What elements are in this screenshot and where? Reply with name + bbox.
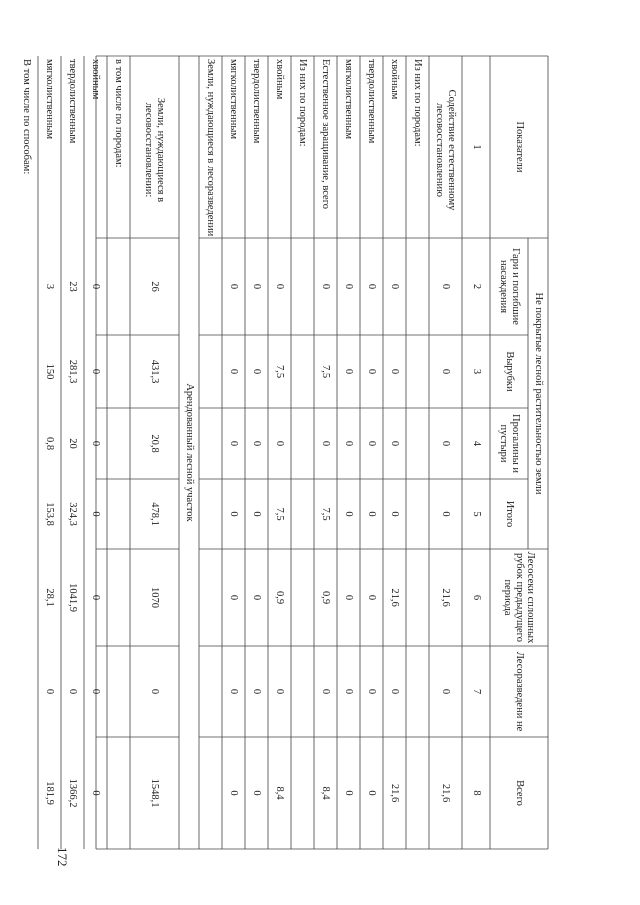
row-value: 0 — [44, 688, 56, 695]
row-value: 0 — [274, 440, 286, 447]
row-value: 21,6 — [389, 588, 401, 607]
row-value: 0 — [440, 368, 452, 375]
row-value — [107, 549, 130, 646]
row-value: 0 — [343, 283, 355, 290]
row-value: 20 — [67, 438, 79, 449]
row-value — [406, 646, 429, 737]
row-value: 1366,2 — [67, 778, 79, 808]
row-value — [291, 238, 314, 335]
row-value: 0 — [251, 688, 263, 695]
row-value — [199, 335, 222, 408]
row-label: Из них по породам: — [412, 59, 424, 147]
row-value: 0 — [366, 594, 378, 601]
row-value: 0 — [90, 688, 102, 695]
row-value: 0 — [90, 594, 102, 601]
row-label: хвойным — [389, 59, 401, 100]
row-value: 8,4 — [274, 786, 286, 800]
row-value: 20,8 — [149, 434, 161, 453]
row-value: 21,6 — [389, 783, 401, 803]
row-value: 0 — [320, 283, 332, 290]
row-value: 0 — [274, 688, 286, 695]
header-col-2: Вырубки — [503, 351, 515, 392]
row-value: 0 — [251, 368, 263, 375]
row-value: 0 — [228, 368, 240, 375]
section-title: Арендованный лесной участок — [183, 383, 195, 522]
row-label: Содействие естественному лесовосстановлению — [434, 89, 458, 211]
row-value: 7,5 — [274, 507, 286, 521]
row-label: Из них по породам: — [297, 59, 309, 147]
row-value: 0,9 — [320, 590, 332, 605]
row-value: 0 — [440, 688, 452, 695]
row-label: хвойным — [274, 59, 286, 100]
row-label: мягколиственным — [228, 59, 240, 140]
header-col-5: Лесосеки сплошных рубок предыдущего периода — [502, 551, 537, 644]
row-value: 0 — [251, 283, 263, 290]
row-value: 0 — [320, 688, 332, 695]
row-value: 0 — [90, 368, 102, 375]
row-value: 0 — [389, 688, 401, 695]
row-value — [291, 335, 314, 408]
row-value — [406, 408, 429, 479]
header-number-3: 3 — [470, 368, 482, 375]
row-value: 0 — [90, 790, 102, 796]
header-number-1: 1 — [470, 144, 482, 150]
row-value — [291, 408, 314, 479]
header-col-4: Итого — [503, 500, 515, 528]
row-value — [406, 238, 429, 335]
row-value: 21,6 — [440, 588, 452, 607]
row-value: 0 — [366, 511, 378, 517]
header-col-1: Гари и погибшие насаждения — [498, 248, 521, 325]
row-value — [107, 737, 130, 849]
row-value: 0 — [440, 511, 452, 517]
row-value — [291, 549, 314, 646]
row-value — [199, 646, 222, 737]
row-value: 150 — [44, 363, 56, 380]
row-value — [107, 408, 130, 479]
row-value — [15, 408, 38, 479]
row-label: твердолиственным — [67, 59, 79, 144]
page-number: 172 — [55, 847, 70, 867]
row-value: 0 — [228, 283, 240, 290]
row-value: 26 — [149, 281, 161, 292]
row-value: 0 — [366, 440, 378, 447]
row-value — [291, 737, 314, 849]
row-value: 0 — [251, 440, 263, 447]
row-value: 0 — [343, 790, 355, 796]
row-value: 0 — [440, 283, 452, 290]
header-col-6: Лесоразведени не — [513, 651, 525, 732]
header-group: Не покрытые лесной растительностью земли — [532, 292, 544, 495]
row-value: 1070 — [149, 587, 161, 608]
row-value: 21,6 — [440, 783, 452, 803]
row-value — [15, 479, 38, 549]
row-value — [15, 335, 38, 408]
row-value — [406, 549, 429, 646]
row-value — [107, 238, 130, 335]
row-value — [199, 408, 222, 479]
header-number-5: 5 — [470, 511, 482, 517]
row-value — [15, 549, 38, 646]
header-number-6: 6 — [470, 594, 482, 601]
header-number-8: 8 — [470, 790, 482, 796]
row-value: 0 — [90, 511, 102, 517]
row-value — [291, 646, 314, 737]
row-value: 0 — [389, 440, 401, 447]
row-value: 0 — [90, 283, 102, 290]
row-value: 431,3 — [149, 359, 161, 384]
header-indicators: Показатели — [513, 121, 525, 173]
row-value: 0 — [67, 688, 79, 695]
row-label: твердолиственным — [251, 59, 263, 144]
row-label: Естественное заращивание, всего — [320, 59, 332, 209]
row-value: 0 — [228, 688, 240, 695]
row-value — [406, 479, 429, 549]
row-value: 0 — [274, 283, 286, 290]
row-value: 153,8 — [44, 502, 56, 526]
row-value: 7,5 — [320, 364, 332, 379]
row-value: 0,9 — [274, 590, 286, 605]
row-value: 0 — [366, 688, 378, 695]
row-label: хвойным — [90, 59, 102, 100]
row-value: 7,5 — [274, 364, 286, 379]
row-value: 0 — [389, 283, 401, 290]
row-value: 0 — [366, 790, 378, 796]
header-number-2: 2 — [470, 283, 482, 290]
row-value: 23 — [67, 281, 79, 292]
row-value — [15, 737, 38, 849]
row-value: 0 — [228, 790, 240, 796]
row-value: 478,1 — [149, 502, 161, 526]
row-value — [406, 737, 429, 849]
row-value — [199, 549, 222, 646]
row-value: 0 — [440, 440, 452, 447]
row-value: 181,9 — [44, 781, 56, 805]
row-label: мягколиственным — [343, 59, 355, 140]
header-number-7: 7 — [470, 688, 482, 695]
row-value — [199, 737, 222, 849]
row-value: 0 — [251, 594, 263, 601]
header-col-7: Всего — [513, 780, 525, 806]
row-value: 1548,1 — [149, 778, 161, 808]
row-value: 0 — [320, 440, 332, 447]
row-value: 0 — [90, 440, 102, 447]
row-value: 0,8 — [44, 436, 56, 451]
header-col-3: Прогалины и пустыри — [498, 414, 521, 473]
row-value — [291, 479, 314, 549]
row-value: 0 — [366, 368, 378, 375]
row-value: 0 — [343, 688, 355, 695]
row-value: 0 — [251, 790, 263, 796]
row-value — [107, 335, 130, 408]
row-label: в том числе по породам: — [113, 59, 125, 168]
header-number-4: 4 — [470, 440, 482, 447]
row-value: 3 — [44, 283, 56, 290]
row-value — [406, 335, 429, 408]
row-value — [15, 238, 38, 335]
row-label: Земли, нуждающиеся в лесоразведении — [205, 59, 217, 237]
row-label: твердолиственным — [366, 59, 378, 144]
row-value: 0 — [343, 368, 355, 375]
row-value — [199, 479, 222, 549]
row-label: Земли, нуждающиеся в лесовосстановлении: — [143, 97, 167, 203]
row-label: мягколиственным — [44, 59, 56, 140]
row-value — [107, 479, 130, 549]
row-value — [107, 646, 130, 737]
row-value: 0 — [228, 594, 240, 601]
row-value: 0 — [228, 511, 240, 517]
row-value: 0 — [251, 511, 263, 517]
row-value: 1041,9 — [67, 583, 79, 612]
row-value: 0 — [228, 440, 240, 447]
row-value: 8,4 — [320, 786, 332, 800]
statistics-table — [21, 56, 548, 849]
row-value: 281,3 — [67, 359, 79, 384]
row-value — [199, 238, 222, 335]
row-value: 7,5 — [320, 507, 332, 521]
row-value: 0 — [343, 511, 355, 517]
row-value — [15, 646, 38, 737]
row-label: В том числе по способам: — [21, 59, 33, 175]
row-value: 0 — [343, 440, 355, 447]
row-value: 0 — [389, 368, 401, 375]
row-value: 0 — [366, 283, 378, 290]
row-value: 324,3 — [67, 502, 79, 526]
row-value: 0 — [389, 511, 401, 517]
row-value: 28,1 — [44, 588, 56, 607]
row-value: 0 — [149, 688, 161, 695]
row-value: 0 — [343, 594, 355, 601]
